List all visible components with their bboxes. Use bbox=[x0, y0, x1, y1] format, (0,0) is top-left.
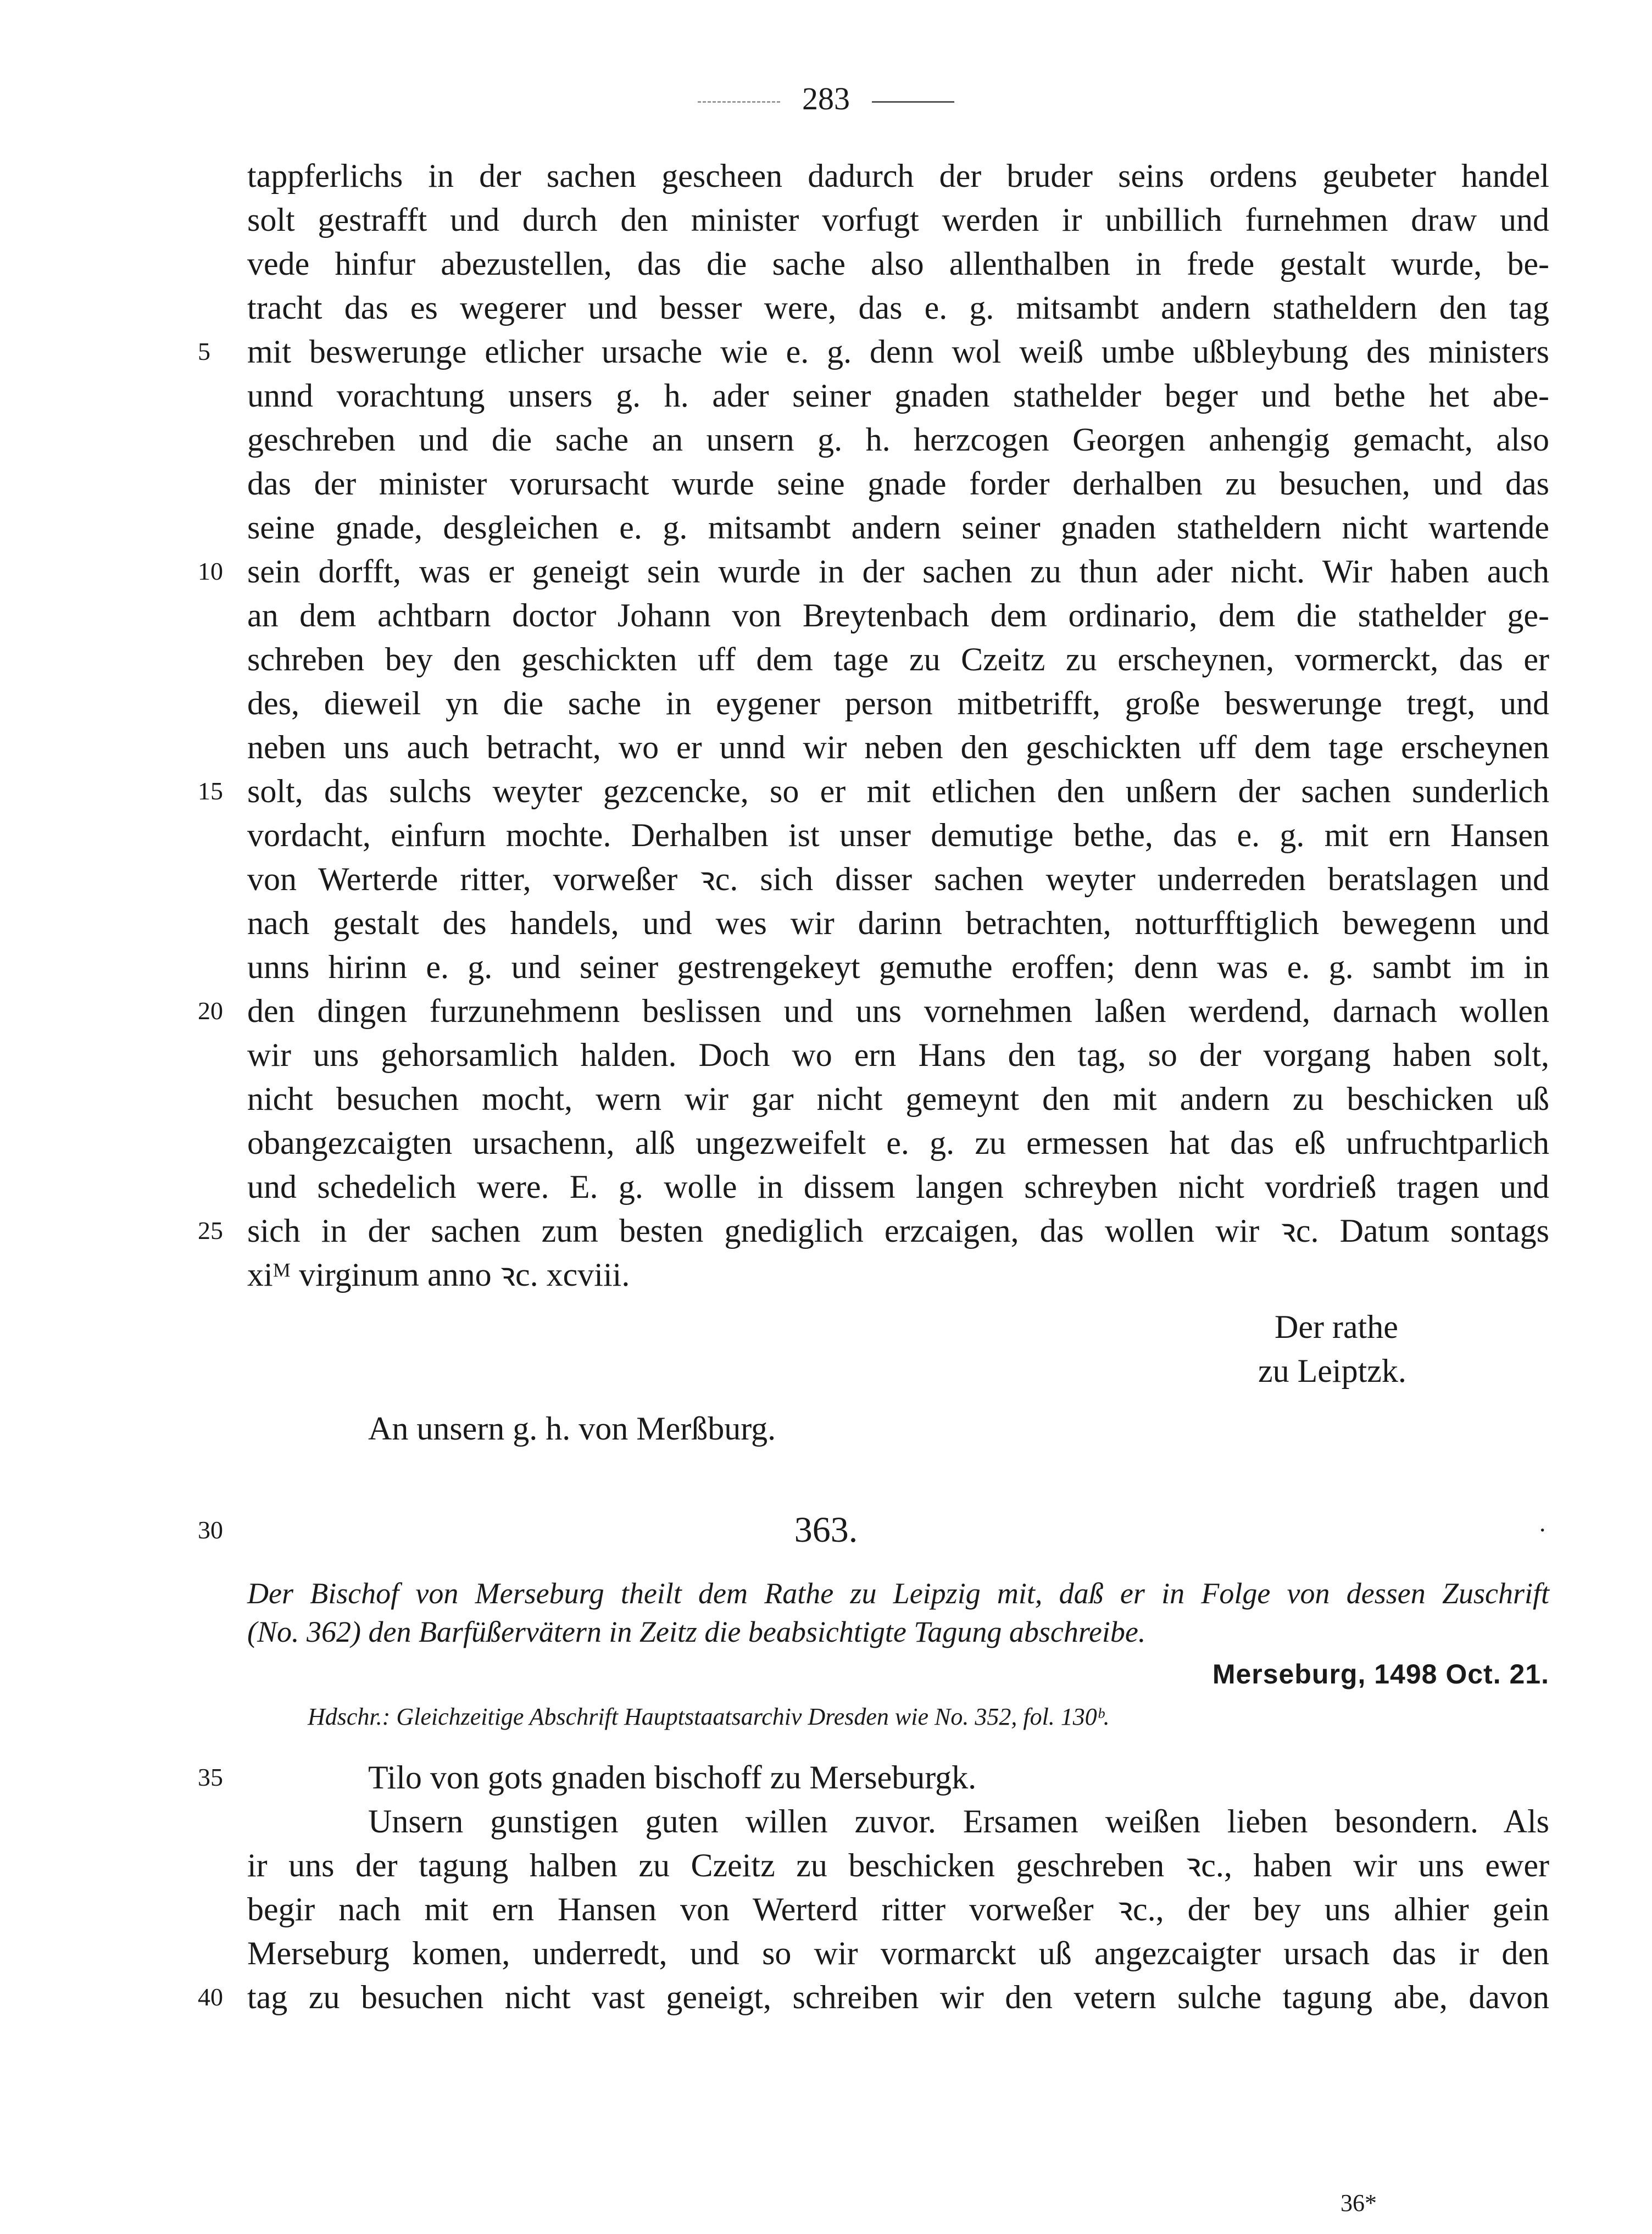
text-line: solt gestrafft und durch den minister vorfugt werden ir unbillich furnehmen draw und bbox=[247, 202, 1549, 238]
text-line: neben uns auch betracht, wo er unnd wir neben den geschickten uff dem tage erscheynen bbox=[247, 729, 1549, 765]
sender-line: zu Leiptzk. bbox=[1258, 1353, 1406, 1389]
line-number: 20 bbox=[198, 997, 223, 1025]
text-line: xiᴹ virginum anno ꝛc. xcviii. bbox=[247, 1257, 630, 1293]
text-line: schreben bey den geschickten uff dem tage zu Czeitz zu erscheynen, vormerckt, das er bbox=[247, 641, 1549, 677]
text-line: vede hinfur abezustellen, das die sache also allenthalben in frede gestalt wurde, be- bbox=[247, 246, 1549, 282]
text-line: des, dieweil yn die sache in eygener person mitbetrifft, große beswerunge tregt, und bbox=[247, 685, 1549, 721]
text-line: vordacht, einfurn mochte. Derhalben ist unser demutige bethe, das e. g. mit ern Hansen bbox=[247, 817, 1549, 853]
text-line: das der minister vorursacht wurde seine gnade forder derhalben zu besuchen, und das bbox=[247, 465, 1549, 502]
document-summary-line: (No. 362) den Barfüßervätern in Zeitz die beabsichtigte Tagung abschreibe. bbox=[247, 1615, 1146, 1648]
document-dateline: Merseburg, 1498 Oct. 21. bbox=[1212, 1659, 1549, 1690]
header-rule-right bbox=[872, 101, 954, 103]
document-number: 363. bbox=[794, 1510, 858, 1550]
signature-mark: 36* bbox=[1340, 2189, 1377, 2216]
text-line: seine gnade, desgleichen e. g. mitsambt andern seiner gnaden statheldern nicht wartende bbox=[247, 509, 1549, 546]
line-number: 40 bbox=[198, 1983, 223, 2011]
line-number: 15 bbox=[198, 777, 223, 805]
text-line: an dem achtbarn doctor Johann von Breytenbach dem ordinario, dem die stathelder ge- bbox=[247, 597, 1549, 633]
line-number: 30 bbox=[198, 1516, 223, 1544]
text-line: geschreben und die sache an unsern g. h. herzcogen Georgen anhengig gemacht, also bbox=[247, 421, 1549, 458]
text-line: solt, das sulchs weyter gezcencke, so er mit etlichen den unßern der sachen sunderlich bbox=[247, 773, 1549, 809]
text-line: nach gestalt des handels, und wes wir darinn betrachten, notturfftiglich bewegenn und bbox=[247, 905, 1549, 941]
text-line: tracht das es wegerer und besser were, das e. g. mitsambt andern statheldern den tag bbox=[247, 290, 1549, 326]
text-line: und schedelich were. E. g. wolle in dissem langen schreyben nicht vordrieß tragen und bbox=[247, 1169, 1549, 1205]
text-line: den dingen furzunehmenn beslissen und uns vornehmen laßen werdend, darnach wollen bbox=[247, 993, 1549, 1029]
line-number: 35 bbox=[198, 1763, 223, 1791]
letter-line: Merseburg komen, underredt, und so wir vormarckt uß angezcaigter ursach das ir den bbox=[247, 1935, 1549, 1971]
document-summary-line: Der Bischof von Merseburg theilt dem Rathe zu Leipzig mit, daß er in Folge von dessen Zuschrift bbox=[247, 1577, 1549, 1610]
text-line: unns hirinn e. g. und seiner gestrengekeyt gemuthe eroffen; denn was e. g. sambt im in bbox=[247, 949, 1549, 985]
text-line: sich in der sachen zum besten gnediglich erzcaigen, das wollen wir ꝛc. Datum sontags bbox=[247, 1213, 1549, 1249]
letter-line: tag zu besuchen nicht vast geneigt, schreiben wir den vetern sulche tagung abe, davon bbox=[247, 1979, 1549, 2015]
address-line: An unsern g. h. von Merßburg. bbox=[368, 1410, 776, 1447]
text-line: sein dorfft, was er geneigt sein wurde in der sachen zu thun ader nicht. Wir haben auch bbox=[247, 553, 1549, 590]
text-line: nicht besuchen mocht, wern wir gar nicht gemeynt den mit andern zu beschicken uß bbox=[247, 1081, 1549, 1117]
header-rule-left bbox=[698, 101, 780, 103]
line-number: 10 bbox=[198, 557, 223, 585]
page-number: 283 bbox=[802, 81, 850, 116]
letter-line: Unsern gunstigen guten willen zuvor. Ersamen weißen lieben besondern. Als bbox=[368, 1803, 1549, 1840]
text-line: tappferlichs in der sachen gescheen dadurch der bruder seins ordens geubeter handel bbox=[247, 158, 1549, 194]
text-line: von Werterde ritter, vorweßer ꝛc. sich disser sachen weyter underreden beratslagen und bbox=[247, 861, 1549, 897]
line-number: 5 bbox=[198, 337, 210, 365]
margin-dot: · bbox=[1538, 1516, 1547, 1544]
text-line: mit beswerunge etlicher ursache wie e. g. denn wol weiß umbe ußbleybung des ministers bbox=[247, 334, 1549, 370]
salutation: Tilo von gots gnaden bischoff zu Merseburgk. bbox=[368, 1759, 977, 1796]
text-line: unnd vorachtung unsers g. h. ader seiner gnaden stathelder beger und bethe het abe- bbox=[247, 377, 1549, 414]
text-line: wir uns gehorsamlich halden. Doch wo ern Hans den tag, so der vorgang haben solt, bbox=[247, 1037, 1549, 1073]
letter-line: ir uns der tagung halben zu Czeitz zu beschicken geschreben ꝛc., haben wir uns ewer bbox=[247, 1847, 1549, 1883]
letter-line: begir nach mit ern Hansen von Werterd ritter vorweßer ꝛc., der bey uns alhier gein bbox=[247, 1891, 1549, 1927]
sender-line: Der rathe bbox=[1275, 1309, 1398, 1345]
page-header bbox=[0, 77, 1652, 121]
source-note: Hdschr.: Gleichzeitige Abschrift Hauptstaatsarchiv Dresden wie No. 352, fol. 130ᵇ. bbox=[308, 1703, 1110, 1730]
text-line: obangezcaigten ursachenn, alß ungezweifelt e. g. zu ermessen hat das eß unfruchtparlich bbox=[247, 1125, 1549, 1161]
line-number: 25 bbox=[198, 1216, 223, 1244]
